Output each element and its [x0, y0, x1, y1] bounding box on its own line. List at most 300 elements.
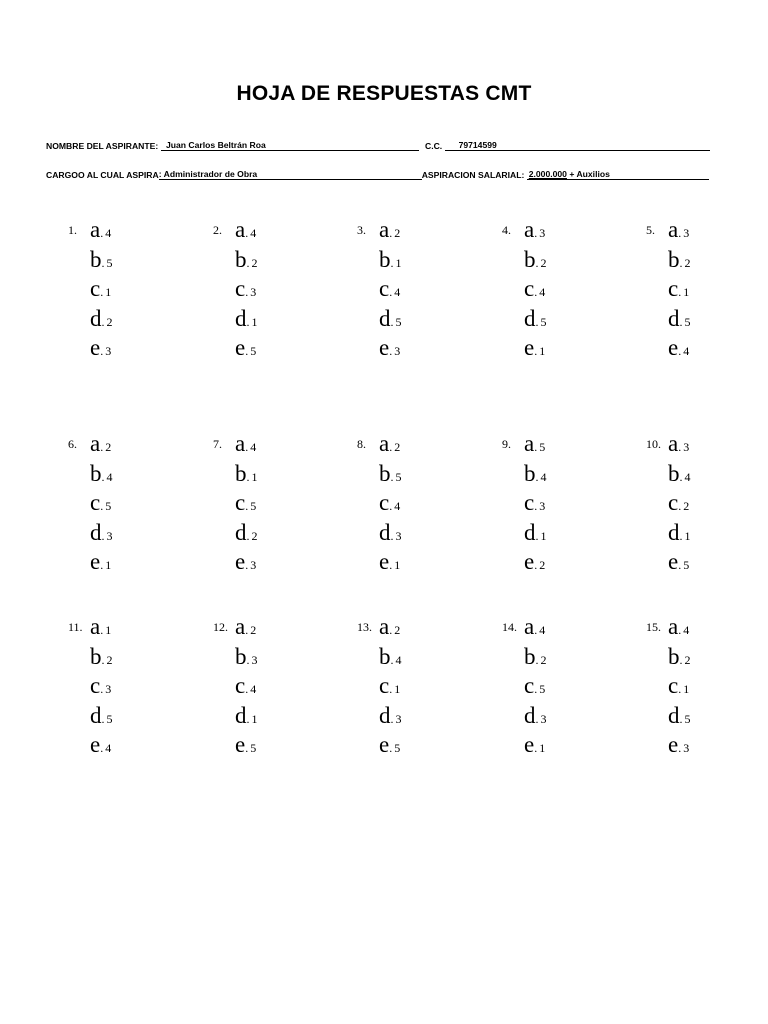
option-a [379, 432, 400, 455]
option-answer: 4 [683, 623, 690, 637]
option-dot: . [535, 653, 539, 667]
option-dot: . [389, 226, 393, 240]
option-d [379, 521, 402, 544]
option-dot: . [678, 682, 682, 696]
option-answer: 1 [105, 285, 112, 299]
applicant-row [46, 140, 722, 151]
option-letter: b [235, 247, 247, 272]
option-a [90, 218, 111, 241]
option-dot: . [534, 226, 538, 240]
option-b [668, 462, 691, 485]
option-letter: d [379, 306, 391, 331]
option-c [524, 674, 545, 697]
option-letter: e [524, 732, 535, 757]
option-dot: . [100, 285, 104, 299]
option-letter: d [235, 306, 247, 331]
option-answer: 2 [540, 653, 547, 667]
option-letter: c [235, 673, 246, 698]
option-dot: . [389, 623, 393, 637]
option-answer: 3 [250, 285, 257, 299]
option-a [235, 218, 256, 241]
option-c [524, 491, 545, 514]
option-dot: . [678, 440, 682, 454]
option-letter: c [524, 490, 535, 515]
question-number: 2. [213, 223, 222, 237]
option-dot: . [389, 285, 393, 299]
aspiracion-label: ASPIRACION SALARIAL: [421, 170, 525, 180]
option-answer: 3 [105, 682, 112, 696]
option-dot: . [246, 470, 250, 484]
option-letter: e [524, 335, 535, 360]
option-answer: 1 [683, 285, 690, 299]
option-answer: 5 [684, 315, 691, 329]
option-answer: 5 [540, 315, 547, 329]
option-a [524, 218, 545, 241]
option-answer: 1 [394, 682, 401, 696]
option-b [379, 248, 402, 271]
option-letter: c [379, 490, 390, 515]
option-e [379, 550, 400, 573]
option-dot: . [389, 558, 393, 572]
option-letter: c [90, 276, 101, 301]
option-answer: 2 [394, 226, 401, 240]
aspiracion-field [527, 169, 709, 180]
option-answer: 2 [106, 315, 113, 329]
option-letter: a [668, 217, 679, 242]
aspiracion-extra: + Auxilios [569, 169, 610, 179]
option-dot: . [101, 256, 105, 270]
option-answer: 1 [395, 256, 402, 270]
cc-label: C.C. [424, 141, 443, 151]
option-d [90, 521, 113, 544]
option-dot: . [100, 499, 104, 513]
option-answer: 4 [539, 623, 546, 637]
option-letter: b [235, 461, 247, 486]
option-answer: 3 [540, 712, 547, 726]
cargo-label: CARGOO AL CUAL ASPIRA [46, 170, 159, 180]
option-dot: . [390, 653, 394, 667]
option-answer: 4 [394, 499, 401, 513]
option-e [668, 336, 689, 359]
option-letter: e [379, 549, 390, 574]
option-answer: 2 [394, 623, 401, 637]
option-letter: b [668, 461, 680, 486]
option-dot: . [245, 226, 249, 240]
option-a [235, 432, 256, 455]
option-dot: . [100, 741, 104, 755]
option-answer: 1 [684, 529, 691, 543]
option-e [379, 336, 400, 359]
option-answer: 3 [683, 226, 690, 240]
option-answer: 3 [250, 558, 257, 572]
option-answer: 5 [395, 315, 402, 329]
option-e [235, 336, 256, 359]
option-b [524, 462, 547, 485]
option-e [524, 733, 545, 756]
option-letter: c [235, 276, 246, 301]
option-dot: . [679, 653, 683, 667]
option-dot: . [534, 682, 538, 696]
option-c [668, 674, 689, 697]
option-letter: c [524, 673, 535, 698]
option-letter: e [524, 549, 535, 574]
option-c [235, 491, 256, 514]
option-letter: e [235, 732, 246, 757]
option-dot: . [535, 470, 539, 484]
option-letter: a [524, 217, 535, 242]
option-dot: . [679, 315, 683, 329]
option-letter: b [524, 644, 536, 669]
option-answer: 4 [250, 682, 257, 696]
option-answer: 4 [684, 470, 691, 484]
option-d [235, 521, 258, 544]
option-b [668, 645, 691, 668]
option-dot: . [245, 440, 249, 454]
option-dot: . [246, 315, 250, 329]
option-c [668, 277, 689, 300]
aspiracion-value: 2.000.000 [528, 169, 567, 179]
option-answer: 3 [395, 712, 402, 726]
option-answer: 5 [539, 440, 546, 454]
option-a [90, 432, 111, 455]
cargo-value: : Administrador de Obra [158, 169, 258, 179]
option-answer: 2 [684, 256, 691, 270]
option-dot: . [246, 712, 250, 726]
option-e [235, 550, 256, 573]
option-answer: 5 [106, 712, 113, 726]
option-dot: . [679, 712, 683, 726]
option-letter: c [379, 276, 390, 301]
option-e [668, 550, 689, 573]
option-dot: . [245, 558, 249, 572]
option-dot: . [678, 226, 682, 240]
option-letter: d [90, 520, 102, 545]
option-answer: 2 [683, 499, 690, 513]
option-letter: d [524, 520, 536, 545]
option-dot: . [245, 741, 249, 755]
option-d [235, 307, 258, 330]
option-c [90, 491, 111, 514]
option-letter: e [668, 732, 679, 757]
option-letter: d [90, 306, 102, 331]
option-d [524, 307, 547, 330]
option-dot: . [678, 285, 682, 299]
option-dot: . [534, 499, 538, 513]
option-answer: 5 [683, 558, 690, 572]
option-dot: . [678, 741, 682, 755]
option-letter: c [668, 276, 679, 301]
option-answer: 5 [539, 682, 546, 696]
option-dot: . [390, 529, 394, 543]
option-answer: 4 [105, 226, 112, 240]
option-dot: . [245, 499, 249, 513]
option-e [90, 336, 111, 359]
option-letter: d [668, 703, 680, 728]
cc-value: 79714599 [458, 140, 497, 150]
option-a [379, 615, 400, 638]
option-dot: . [678, 344, 682, 358]
option-answer: 4 [395, 653, 402, 667]
option-answer: 5 [250, 344, 257, 358]
option-answer: 5 [106, 256, 113, 270]
option-answer: 4 [250, 440, 257, 454]
option-d [668, 704, 691, 727]
option-e [524, 550, 545, 573]
option-a [379, 218, 400, 241]
nombre-value: Juan Carlos Beltrán Roa [165, 140, 266, 150]
option-letter: a [90, 217, 101, 242]
option-dot: . [534, 741, 538, 755]
option-c [90, 674, 111, 697]
cc-field [445, 140, 710, 151]
option-letter: a [235, 614, 246, 639]
option-d [668, 521, 691, 544]
option-letter: b [524, 247, 536, 272]
option-letter: b [668, 247, 680, 272]
option-letter: a [524, 431, 535, 456]
option-letter: b [90, 247, 102, 272]
option-answer: 4 [106, 470, 113, 484]
option-e [524, 336, 545, 359]
option-a [668, 615, 689, 638]
option-letter: d [524, 306, 536, 331]
option-b [379, 645, 402, 668]
option-answer: 1 [105, 558, 112, 572]
option-c [235, 674, 256, 697]
option-dot: . [100, 440, 104, 454]
option-answer: 2 [250, 623, 257, 637]
option-dot: . [390, 315, 394, 329]
option-dot: . [246, 653, 250, 667]
option-letter: d [235, 520, 247, 545]
option-answer: 1 [683, 682, 690, 696]
option-dot: . [101, 470, 105, 484]
option-answer: 4 [539, 285, 546, 299]
question-number: 15. [646, 620, 661, 634]
option-letter: e [668, 549, 679, 574]
option-b [90, 645, 113, 668]
question-number: 13. [357, 620, 372, 634]
option-answer: 4 [105, 741, 112, 755]
option-letter: d [90, 703, 102, 728]
option-b [235, 645, 258, 668]
question-number: 11. [68, 620, 83, 634]
option-answer: 5 [394, 741, 401, 755]
option-dot: . [534, 285, 538, 299]
option-a [668, 432, 689, 455]
option-dot: . [390, 470, 394, 484]
option-letter: d [235, 703, 247, 728]
option-answer: 3 [683, 741, 690, 755]
option-d [668, 307, 691, 330]
option-dot: . [535, 529, 539, 543]
option-dot: . [100, 344, 104, 358]
option-dot: . [101, 712, 105, 726]
option-d [235, 704, 258, 727]
option-dot: . [534, 440, 538, 454]
option-b [90, 248, 113, 271]
option-d [379, 307, 402, 330]
option-answer: 1 [539, 344, 546, 358]
option-letter: c [379, 673, 390, 698]
option-letter: a [668, 431, 679, 456]
option-answer: 2 [540, 256, 547, 270]
option-letter: a [235, 431, 246, 456]
option-answer: 3 [394, 344, 401, 358]
question-number: 10. [646, 437, 661, 451]
option-e [668, 733, 689, 756]
option-d [524, 704, 547, 727]
option-dot: . [678, 558, 682, 572]
option-answer: 1 [539, 741, 546, 755]
option-dot: . [101, 653, 105, 667]
option-answer: 1 [251, 712, 258, 726]
option-answer: 3 [539, 226, 546, 240]
option-answer: 2 [251, 529, 258, 543]
option-a [90, 615, 111, 638]
question-number: 9. [502, 437, 511, 451]
option-a [668, 218, 689, 241]
option-letter: e [235, 549, 246, 574]
option-letter: c [90, 673, 101, 698]
option-b [379, 462, 402, 485]
option-letter: b [90, 461, 102, 486]
option-letter: a [90, 614, 101, 639]
option-d [90, 704, 113, 727]
option-dot: . [535, 712, 539, 726]
option-dot: . [100, 623, 104, 637]
option-letter: c [235, 490, 246, 515]
option-dot: . [100, 226, 104, 240]
option-letter: b [668, 644, 680, 669]
question-number: 1. [68, 223, 77, 237]
option-dot: . [679, 529, 683, 543]
option-b [90, 462, 113, 485]
option-letter: e [235, 335, 246, 360]
option-dot: . [100, 682, 104, 696]
option-letter: b [235, 644, 247, 669]
option-dot: . [534, 558, 538, 572]
question-number: 12. [213, 620, 228, 634]
option-c [668, 491, 689, 514]
question-number: 7. [213, 437, 222, 451]
option-answer: 1 [251, 470, 258, 484]
option-dot: . [389, 741, 393, 755]
option-dot: . [679, 470, 683, 484]
option-answer: 1 [394, 558, 401, 572]
option-answer: 3 [539, 499, 546, 513]
question-number: 5. [646, 223, 655, 237]
question-number: 4. [502, 223, 511, 237]
question-number: 14. [502, 620, 517, 634]
option-b [235, 462, 258, 485]
option-letter: b [90, 644, 102, 669]
option-a [524, 615, 545, 638]
option-answer: 1 [251, 315, 258, 329]
option-answer: 2 [684, 653, 691, 667]
option-dot: . [534, 623, 538, 637]
option-c [379, 277, 400, 300]
option-c [235, 277, 256, 300]
option-letter: d [379, 703, 391, 728]
option-dot: . [245, 623, 249, 637]
option-letter: e [90, 549, 101, 574]
option-d [90, 307, 113, 330]
option-letter: e [668, 335, 679, 360]
option-dot: . [679, 256, 683, 270]
option-letter: c [668, 673, 679, 698]
option-answer: 1 [105, 623, 112, 637]
option-dot: . [246, 529, 250, 543]
option-letter: a [379, 431, 390, 456]
option-answer: 5 [105, 499, 112, 513]
option-b [668, 248, 691, 271]
option-letter: e [90, 335, 101, 360]
option-dot: . [535, 315, 539, 329]
nombre-field [161, 140, 419, 151]
option-c [90, 277, 111, 300]
option-dot: . [245, 285, 249, 299]
option-letter: b [379, 461, 391, 486]
option-dot: . [534, 344, 538, 358]
option-letter: d [668, 520, 680, 545]
option-e [379, 733, 400, 756]
option-c [524, 277, 545, 300]
option-d [524, 521, 547, 544]
option-b [235, 248, 258, 271]
option-answer: 2 [105, 440, 112, 454]
option-dot: . [390, 256, 394, 270]
option-letter: a [235, 217, 246, 242]
option-dot: . [389, 344, 393, 358]
option-letter: b [524, 461, 536, 486]
option-letter: b [379, 644, 391, 669]
option-dot: . [678, 499, 682, 513]
option-letter: e [379, 732, 390, 757]
option-letter: d [379, 520, 391, 545]
option-b [524, 248, 547, 271]
option-dot: . [101, 315, 105, 329]
option-answer: 4 [250, 226, 257, 240]
option-a [235, 615, 256, 638]
question-number: 6. [68, 437, 77, 451]
option-letter: c [668, 490, 679, 515]
option-a [524, 432, 545, 455]
option-c [379, 491, 400, 514]
option-answer: 2 [539, 558, 546, 572]
option-answer: 3 [683, 440, 690, 454]
option-answer: 4 [394, 285, 401, 299]
option-answer: 2 [394, 440, 401, 454]
option-answer: 4 [540, 470, 547, 484]
option-e [90, 550, 111, 573]
question-number: 8. [357, 437, 366, 451]
option-letter: a [668, 614, 679, 639]
option-letter: e [379, 335, 390, 360]
page-title: HOJA DE RESPUESTAS CMT [236, 82, 532, 105]
option-dot: . [678, 623, 682, 637]
option-letter: b [379, 247, 391, 272]
nombre-label: NOMBRE DEL ASPIRANTE: [46, 141, 159, 151]
option-dot: . [101, 529, 105, 543]
option-dot: . [100, 558, 104, 572]
option-answer: 5 [250, 499, 257, 513]
option-dot: . [245, 682, 249, 696]
option-dot: . [535, 256, 539, 270]
option-answer: 5 [250, 741, 257, 755]
option-dot: . [389, 440, 393, 454]
option-letter: a [524, 614, 535, 639]
